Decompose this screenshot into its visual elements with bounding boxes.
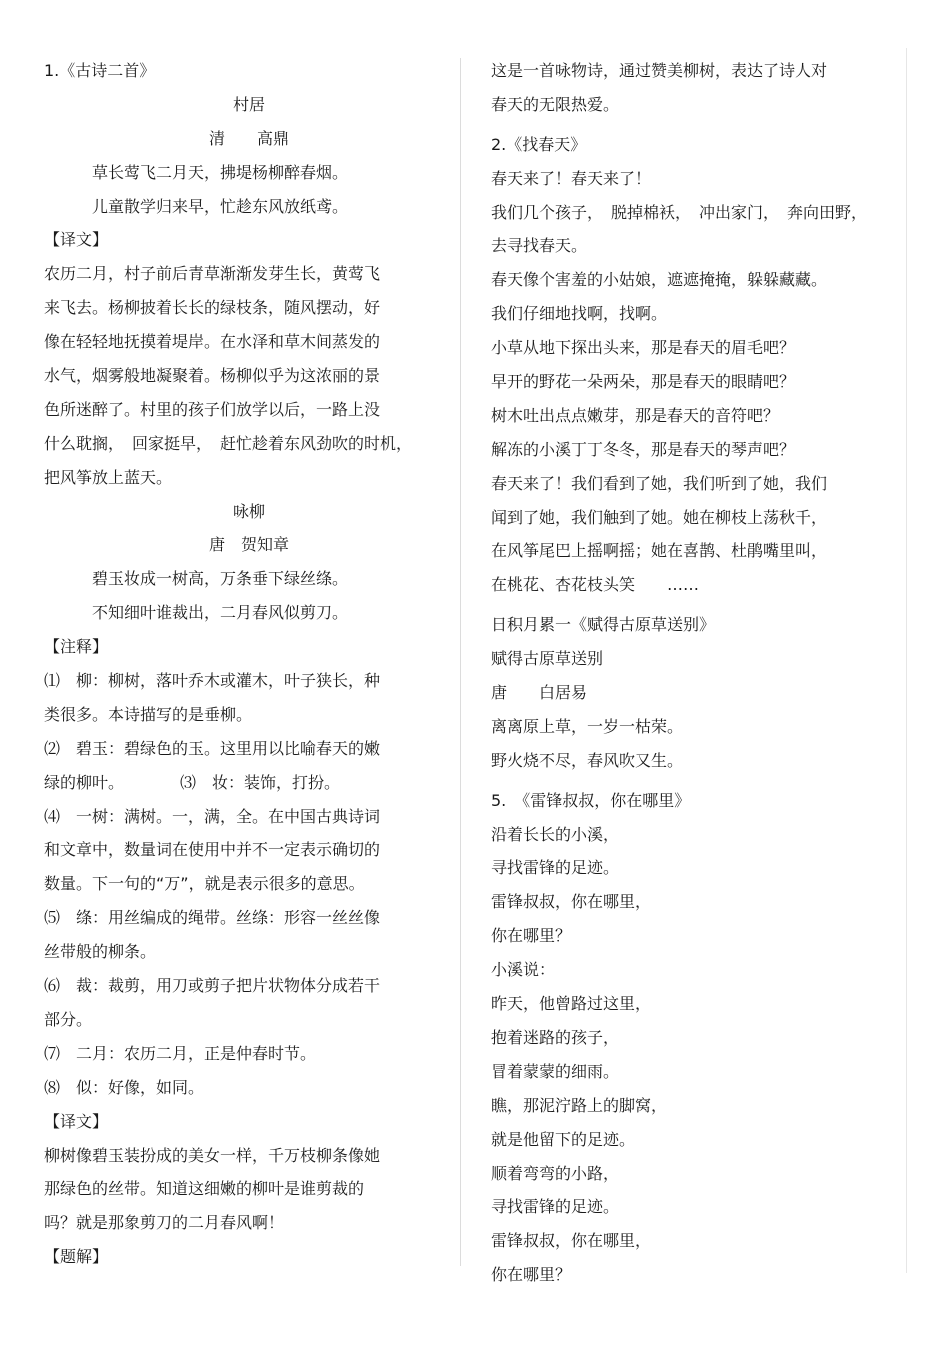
text-line: 碧玉妆成一树高，万条垂下绿丝绦。 — [92, 569, 349, 589]
text-line: 闻到了她，我们触到了她。她在柳枝上荡秋千， — [491, 507, 828, 527]
text-line: 春天来了！春天来了！ — [491, 168, 652, 188]
text-line: 雷锋叔叔，你在哪里， — [491, 1231, 652, 1251]
right-column — [491, 54, 903, 1292]
text-line: 这是一首咏物诗，通过赞美柳树，表达了诗人对 — [491, 61, 828, 80]
text-line: 我们仔细地找啊，找啊。 — [491, 304, 668, 324]
text-line: 寻找雷锋的足迹。 — [491, 858, 620, 878]
column-divider — [460, 58, 461, 1266]
text-line: 唐 贺知章 — [208, 535, 289, 555]
text-line: 在桃花、杏花枝头笑 …… — [491, 575, 700, 595]
text-line: 1.《古诗二首》 — [44, 61, 156, 80]
text-line: 村居 — [232, 94, 265, 114]
text-line: 小溪说： — [491, 960, 556, 980]
text-line: 赋得古原草送别 — [491, 649, 604, 669]
text-line: 2.《找春天》 — [491, 134, 587, 154]
text-line: 和文章中，数量词在使用中并不一定表示确切的 — [44, 840, 381, 860]
text-line: 儿童散学归来早，忙趁东风放纸鸢。 — [92, 196, 349, 216]
text-line: 草长莺飞二月天，拂堤杨柳醉春烟。 — [92, 162, 349, 182]
text-line: 春天像个害羞的小姑娘，遮遮掩掩，躲躲藏藏。 — [491, 270, 828, 290]
text-line: 冒着蒙蒙的细雨。 — [491, 1061, 620, 1081]
text-line: 解冻的小溪丁丁冬冬，那是春天的琴声吧？ — [491, 439, 796, 459]
text-line: 【译文】 — [44, 1111, 109, 1131]
text-line: ⑻ 似：好像，如同。 — [44, 1077, 205, 1097]
text-line: ⑺ 二月：农历二月，正是仲春时节。 — [44, 1043, 317, 1063]
text-line: 类很多。本诗描写的是垂柳。 — [44, 704, 253, 724]
text-line: ⑸ 绦：用丝编成的绳带。丝绦：形容一丝丝像 — [44, 908, 381, 928]
text-line: 【题解】 — [44, 1247, 109, 1267]
text-line: 丝带般的柳条。 — [44, 942, 157, 962]
text-line: 5. 《雷锋叔叔，你在哪里》 — [491, 790, 691, 810]
text-line: 什么耽搁， 回家挺早， 赶忙趁着东风劲吹的时机， — [44, 433, 413, 453]
text-line: 唐 白居易 — [491, 683, 588, 703]
text-line: 那绿色的丝带。知道这细嫩的柳叶是谁剪裁的 — [44, 1179, 365, 1199]
text-line: ⑹ 裁：裁剪，用刀或剪子把片状物体分成若干 — [44, 976, 381, 996]
text-line: 你在哪里？ — [491, 926, 572, 946]
text-line: 把风筝放上蓝天。 — [44, 467, 173, 487]
text-line: 早开的野花一朵两朵，那是春天的眼睛吧？ — [491, 372, 796, 392]
text-line: ⑷ 一树：满树。一，满，全。在中国古典诗词 — [44, 806, 381, 826]
text-line: 清 高鼎 — [208, 128, 289, 148]
text-line: 我们几个孩子， 脱掉棉袄， 冲出家门， 奔向田野， — [491, 202, 868, 222]
text-line: 顺着弯弯的小路， — [491, 1163, 620, 1183]
text-line: 【译文】 — [44, 230, 109, 250]
text-line: 雷锋叔叔，你在哪里， — [491, 892, 652, 912]
text-line: 寻找雷锋的足迹。 — [491, 1197, 620, 1217]
text-line: 不知细叶谁裁出，二月春风似剪刀。 — [92, 603, 349, 623]
text-line: 色所迷醉了。村里的孩子们放学以后，一路上没 — [44, 399, 381, 419]
text-line: 你在哪里？ — [491, 1265, 572, 1285]
text-line: 在风筝尾巴上摇啊摇；她在喜鹊、杜鹃嘴里叫， — [491, 541, 828, 561]
text-line: 吗？就是那象剪刀的二月春风啊！ — [44, 1213, 285, 1233]
text-line: 昨天，他曾路过这里， — [491, 994, 652, 1014]
text-line: 瞧，那泥泞路上的脚窝， — [491, 1095, 668, 1115]
page-edge-line — [906, 48, 907, 1273]
text-line: 抱着迷路的孩子， — [491, 1027, 620, 1047]
text-line: 春天的无限热爱。 — [491, 94, 620, 114]
text-line: 来飞去。杨柳披着长长的绿枝条，随风摆动，好 — [44, 298, 381, 318]
text-line: 数量。下一句的“万”，就是表示很多的意思。 — [44, 874, 365, 894]
text-line: 水气，烟雾般地凝聚着。杨柳似乎为这浓丽的景 — [44, 366, 381, 386]
text-line: ⑵ 碧玉：碧绿色的玉。这里用以比喻春天的嫩 — [44, 738, 381, 758]
text-line: 绿的柳叶。 ⑶ 妆：装饰，打扮。 — [44, 772, 341, 792]
text-line: ⑴ 柳：柳树，落叶乔木或灌木，叶子狭长，种 — [44, 671, 381, 691]
text-line: 像在轻轻地抚摸着堤岸。在水泽和草木间蒸发的 — [44, 332, 381, 352]
left-column — [44, 54, 454, 1274]
text-line: 野火烧不尽，春风吹又生。 — [491, 750, 684, 770]
text-line: 去寻找春天。 — [491, 236, 588, 256]
text-line: 离离原上草，一岁一枯荣。 — [491, 716, 684, 736]
text-line: 部分。 — [44, 1009, 93, 1029]
text-line: 春天来了！我们看到了她，我们听到了她，我们 — [491, 473, 828, 493]
text-line: 树木吐出点点嫩芽，那是春天的音符吧？ — [491, 405, 780, 425]
text-line: 【注释】 — [44, 637, 109, 657]
text-line: 就是他留下的足迹。 — [491, 1129, 636, 1149]
text-line: 柳树像碧玉装扮成的美女一样，千万枝柳条像她 — [44, 1145, 381, 1165]
text-line: 日积月累一《赋得古原草送别》 — [491, 615, 716, 635]
text-line: 咏柳 — [232, 501, 265, 521]
text-line: 小草从地下探出头来，那是春天的眉毛吧？ — [491, 338, 796, 358]
text-line: 农历二月，村子前后青草渐渐发芽生长，黄莺飞 — [44, 264, 381, 284]
text-line: 沿着长长的小溪， — [491, 824, 620, 844]
